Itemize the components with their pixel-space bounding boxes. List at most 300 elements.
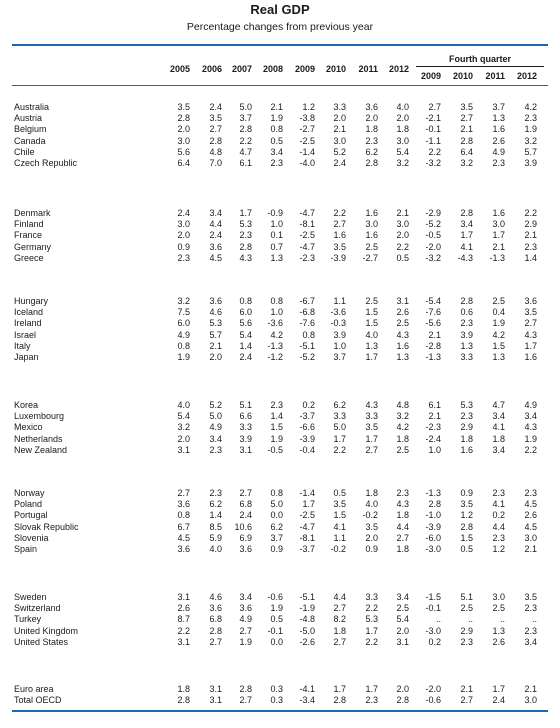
value-cell: 2.3 (365, 695, 378, 706)
value-cell: 3.0 (524, 695, 537, 706)
value-cell: 2.1 (270, 102, 283, 112)
value-cell: 3.7 (333, 352, 346, 362)
value-cell: 1.6 (365, 208, 378, 218)
value-cell: -2.7 (362, 252, 378, 263)
value-cell: 1.8 (365, 488, 378, 498)
value-cell: 3.4 (209, 208, 222, 218)
value-cell: 6.8 (239, 499, 252, 510)
country-name: Luxembourg (14, 411, 65, 422)
value-cell: -2.9 (425, 208, 441, 218)
value-cell: -5.1 (299, 592, 315, 602)
table-row (0, 400, 560, 411)
value-cell: -1.4 (299, 488, 315, 498)
value-cell: 1.7 (302, 499, 315, 510)
country-name: Germany (14, 241, 52, 252)
value-cell: -0.4 (299, 444, 315, 455)
value-cell: 3.1 (209, 695, 222, 706)
value-cell: 4.6 (209, 307, 222, 318)
value-cell: 1.0 (428, 444, 441, 455)
value-cell: -3.6 (330, 307, 346, 318)
value-cell: 1.0 (270, 219, 283, 230)
value-cell: 1.9 (270, 603, 283, 614)
value-cell: 4.3 (396, 499, 409, 510)
value-cell: 2.7 (333, 603, 346, 614)
value-cell: -1.3 (425, 488, 441, 498)
value-cell: 1.0 (333, 340, 346, 351)
value-cell: 5.4 (239, 329, 252, 340)
value-cell: 0.8 (302, 329, 315, 340)
table-row (0, 158, 560, 169)
value-cell: -4.8 (299, 614, 315, 625)
value-cell: 2.7 (396, 532, 409, 543)
value-cell: 1.2 (302, 102, 315, 112)
value-cell: 3.0 (492, 219, 505, 230)
value-cell: 2.3 (492, 488, 505, 498)
value-cell: -7.6 (299, 318, 315, 329)
value-cell: -2.4 (425, 433, 441, 444)
value-cell: 2.8 (333, 695, 346, 706)
annual-year-header: 2008 (262, 64, 283, 74)
value-cell: 3.4 (524, 636, 537, 647)
value-cell: 2.3 (524, 625, 537, 636)
table-row (0, 102, 560, 113)
value-cell: -2.5 (299, 230, 315, 241)
value-cell: 5.9 (209, 532, 222, 543)
value-cell: 1.5 (492, 340, 505, 351)
value-cell: 3.6 (365, 102, 378, 112)
value-cell: 1.6 (492, 208, 505, 218)
value-cell: -4.3 (457, 252, 473, 263)
value-cell: 1.5 (365, 318, 378, 329)
value-cell: 5.1 (239, 400, 252, 410)
value-cell: 5.4 (177, 411, 190, 422)
value-cell: 2.2 (365, 603, 378, 614)
country-name: Portugal (14, 510, 48, 521)
value-cell: 3.1 (177, 636, 190, 647)
value-cell: 0.7 (270, 241, 283, 252)
value-cell: -4.0 (299, 158, 315, 168)
table-row (0, 626, 560, 637)
country-name: Greece (14, 252, 44, 263)
value-cell: -3.8 (299, 113, 315, 124)
value-cell: 2.6 (492, 636, 505, 647)
value-cell: .. (435, 614, 441, 625)
table-row (0, 488, 560, 499)
value-cell: 5.4 (396, 614, 409, 625)
value-cell: -2.6 (299, 636, 315, 647)
value-cell: 6.4 (177, 158, 190, 168)
value-cell: 2.8 (460, 135, 473, 146)
value-cell: 2.7 (239, 488, 252, 498)
value-cell: 2.0 (333, 113, 346, 124)
value-cell: 2.7 (239, 695, 252, 706)
value-cell: 4.1 (460, 241, 473, 252)
value-cell: 0.8 (177, 510, 190, 521)
value-cell: 0.5 (270, 135, 283, 146)
country-name: Belgium (14, 124, 47, 135)
table-row (0, 544, 560, 555)
table-row (0, 307, 560, 318)
table-title: Real GDP (250, 2, 310, 17)
value-cell: 3.6 (177, 499, 190, 510)
value-cell: -0.6 (267, 592, 283, 602)
table-row (0, 522, 560, 533)
value-cell: 5.0 (270, 499, 283, 510)
country-name: Australia (14, 102, 50, 112)
value-cell: 2.4 (492, 695, 505, 706)
value-cell: 3.6 (209, 603, 222, 614)
table-row (0, 124, 560, 135)
value-cell: 3.7 (239, 113, 252, 124)
value-cell: 0.5 (460, 544, 473, 554)
value-cell: 2.1 (492, 241, 505, 252)
value-cell: 2.8 (460, 208, 473, 218)
value-cell: 1.9 (524, 433, 537, 444)
value-cell: -2.0 (425, 684, 441, 694)
value-cell: -0.1 (267, 625, 283, 636)
value-cell: 0.2 (492, 510, 505, 521)
country-name: Japan (14, 352, 39, 362)
value-cell: 2.5 (396, 444, 409, 455)
annual-year-header: 2011 (358, 64, 378, 74)
value-cell: 3.5 (333, 499, 346, 510)
value-cell: 2.0 (177, 124, 190, 135)
value-cell: 2.8 (239, 684, 252, 694)
value-cell: 4.9 (239, 614, 252, 625)
value-cell: 3.6 (177, 544, 190, 554)
table-row (0, 411, 560, 422)
value-cell: 4.2 (396, 422, 409, 433)
value-cell: 1.7 (492, 230, 505, 241)
value-cell: 4.2 (524, 102, 537, 112)
country-name: Total OECD (14, 695, 62, 706)
value-cell: -1.2 (267, 352, 283, 362)
quarter-year-header: 2011 (485, 71, 505, 81)
value-cell: 1.7 (460, 230, 473, 241)
value-cell: 3.6 (524, 296, 537, 306)
value-cell: 2.4 (209, 102, 222, 112)
value-cell: 3.6 (239, 544, 252, 554)
value-cell: 1.6 (365, 230, 378, 241)
value-cell: 3.2 (396, 411, 409, 422)
value-cell: 4.8 (209, 146, 222, 157)
value-cell: 1.8 (177, 684, 190, 694)
value-cell: 3.9 (239, 433, 252, 444)
value-cell: 1.7 (333, 433, 346, 444)
value-cell: -0.3 (330, 318, 346, 329)
value-cell: 2.3 (209, 444, 222, 455)
table-row (0, 445, 560, 456)
value-cell: 0.8 (177, 340, 190, 351)
value-cell: 0.6 (460, 307, 473, 318)
top-rule (12, 44, 548, 46)
value-cell: 0.5 (333, 488, 346, 498)
value-cell: 3.4 (492, 411, 505, 422)
value-cell: -5.2 (299, 352, 315, 362)
value-cell: 2.3 (270, 400, 283, 410)
value-cell: 4.7 (239, 146, 252, 157)
value-cell: -3.2 (425, 158, 441, 168)
table-row (0, 136, 560, 147)
value-cell: -2.5 (299, 135, 315, 146)
value-cell: 2.3 (524, 241, 537, 252)
value-cell: 2.8 (239, 241, 252, 252)
value-cell: 3.3 (333, 102, 346, 112)
value-cell: 3.4 (396, 592, 409, 602)
table-row (0, 499, 560, 510)
value-cell: 2.7 (209, 124, 222, 135)
value-cell: 2.2 (428, 146, 441, 157)
value-cell: 3.2 (460, 158, 473, 168)
annual-year-header: 2010 (325, 64, 346, 74)
value-cell: 5.2 (333, 146, 346, 157)
value-cell: 5.4 (396, 146, 409, 157)
value-cell: 4.4 (333, 592, 346, 602)
value-cell: 0.9 (460, 488, 473, 498)
value-cell: 2.3 (524, 603, 537, 614)
value-cell: 6.2 (209, 499, 222, 510)
country-name: United Kingdom (14, 625, 79, 636)
value-cell: 4.6 (209, 592, 222, 602)
value-cell: 2.2 (333, 208, 346, 218)
value-cell: 4.1 (492, 499, 505, 510)
value-cell: 2.3 (524, 488, 537, 498)
value-cell: 6.2 (365, 146, 378, 157)
value-cell: 3.5 (365, 422, 378, 433)
value-cell: 3.0 (177, 135, 190, 146)
value-cell: 3.7 (492, 102, 505, 112)
value-cell: -3.4 (299, 695, 315, 706)
value-cell: 1.7 (365, 433, 378, 444)
value-cell: 1.3 (492, 352, 505, 362)
country-name: Italy (14, 340, 31, 351)
value-cell: 2.6 (492, 135, 505, 146)
value-cell: 0.8 (270, 488, 283, 498)
value-cell: 3.5 (365, 521, 378, 532)
value-cell: 1.3 (270, 252, 283, 263)
country-name: Iceland (14, 307, 44, 318)
value-cell: 3.0 (365, 219, 378, 230)
value-cell: 1.3 (492, 113, 505, 124)
value-cell: 2.3 (524, 113, 537, 124)
value-cell: 4.3 (524, 329, 537, 340)
value-cell: 6.0 (239, 307, 252, 318)
value-cell: 3.5 (177, 102, 190, 112)
value-cell: 2.7 (209, 636, 222, 647)
value-cell: 2.1 (524, 684, 537, 694)
value-cell: 2.0 (365, 113, 378, 124)
value-cell: 3.5 (460, 499, 473, 510)
value-cell: 6.8 (209, 614, 222, 625)
value-cell: 8.5 (209, 521, 222, 532)
table-row (0, 208, 560, 219)
value-cell: 5.3 (209, 318, 222, 329)
value-cell: 2.7 (460, 695, 473, 706)
value-cell: 5.3 (460, 400, 473, 410)
value-cell: -4.7 (299, 521, 315, 532)
value-cell: 3.4 (270, 146, 283, 157)
country-name: Hungary (14, 296, 49, 306)
value-cell: 4.9 (177, 329, 190, 340)
value-cell: -0.5 (267, 444, 283, 455)
country-name: Poland (14, 499, 43, 510)
value-cell: 2.1 (396, 208, 409, 218)
value-cell: 0.5 (270, 614, 283, 625)
value-cell: -2.1 (425, 113, 441, 124)
value-cell: -5.4 (425, 296, 441, 306)
value-cell: 4.0 (365, 329, 378, 340)
value-cell: 3.0 (396, 219, 409, 230)
value-cell: 5.7 (524, 146, 537, 157)
table-row (0, 422, 560, 433)
value-cell: 1.4 (239, 340, 252, 351)
value-cell: 2.8 (460, 296, 473, 306)
value-cell: 6.7 (177, 521, 190, 532)
value-cell: 6.1 (239, 158, 252, 168)
bottom-rule (12, 710, 548, 712)
value-cell: -1.3 (425, 352, 441, 362)
value-cell: 3.4 (524, 411, 537, 422)
value-cell: -0.5 (425, 230, 441, 241)
value-cell: 4.1 (492, 422, 505, 433)
value-cell: 3.3 (333, 411, 346, 422)
annual-year-header: 2009 (294, 64, 315, 74)
value-cell: 2.9 (460, 422, 473, 433)
value-cell: 1.5 (365, 307, 378, 318)
value-cell: 1.8 (492, 433, 505, 444)
value-cell: 4.0 (209, 544, 222, 554)
value-cell: 7.0 (209, 158, 222, 168)
value-cell: 3.4 (239, 592, 252, 602)
value-cell: 2.7 (177, 488, 190, 498)
country-name: Ireland (14, 318, 42, 329)
value-cell: 4.9 (209, 422, 222, 433)
value-cell: 1.9 (239, 636, 252, 647)
annual-year-header: 2005 (169, 64, 190, 74)
value-cell: 2.2 (396, 241, 409, 252)
value-cell: 6.6 (239, 411, 252, 422)
value-cell: -3.9 (425, 521, 441, 532)
value-cell: -0.2 (362, 510, 378, 521)
value-cell: -4.7 (299, 208, 315, 218)
value-cell: 5.0 (209, 411, 222, 422)
value-cell: -3.2 (425, 252, 441, 263)
value-cell: 4.4 (209, 219, 222, 230)
value-cell: 1.9 (524, 124, 537, 135)
value-cell: 2.6 (524, 510, 537, 521)
country-name: New Zealand (14, 444, 68, 455)
value-cell: -1.0 (425, 510, 441, 521)
value-cell: 4.3 (396, 329, 409, 340)
value-cell: 6.2 (270, 521, 283, 532)
country-name: Korea (14, 400, 39, 410)
value-cell: 5.3 (365, 614, 378, 625)
value-cell: 4.8 (396, 400, 409, 410)
value-cell: 3.1 (239, 444, 252, 455)
value-cell: 6.0 (177, 318, 190, 329)
value-cell: 1.4 (270, 411, 283, 422)
value-cell: 2.3 (460, 411, 473, 422)
value-cell: .. (467, 614, 473, 625)
value-cell: 2.3 (365, 135, 378, 146)
value-cell: 2.7 (239, 625, 252, 636)
value-cell: 2.4 (333, 158, 346, 168)
value-cell: 1.7 (365, 352, 378, 362)
country-name: Canada (14, 135, 46, 146)
value-cell: 2.2 (177, 625, 190, 636)
value-cell: 10.6 (234, 521, 252, 532)
value-cell: 3.9 (524, 158, 537, 168)
value-cell: 1.8 (333, 625, 346, 636)
value-cell: 5.0 (239, 102, 252, 112)
value-cell: 1.3 (460, 340, 473, 351)
value-cell: 3.9 (333, 329, 346, 340)
value-cell: -3.9 (330, 252, 346, 263)
country-name: Sweden (14, 592, 47, 602)
table-row (0, 113, 560, 124)
value-cell: 7.5 (177, 307, 190, 318)
table-row (0, 352, 560, 363)
value-cell: -5.1 (299, 340, 315, 351)
value-cell: 1.1 (333, 532, 346, 543)
annual-year-header: 2006 (201, 64, 222, 74)
annual-year-header: 2012 (388, 64, 409, 74)
value-cell: 8.7 (177, 614, 190, 625)
value-cell: 0.0 (270, 510, 283, 521)
value-cell: 1.7 (365, 684, 378, 694)
value-cell: 0.5 (396, 252, 409, 263)
value-cell: 2.8 (177, 695, 190, 706)
table-row (0, 147, 560, 158)
value-cell: 2.1 (333, 124, 346, 135)
value-cell: 4.0 (365, 499, 378, 510)
value-cell: 0.3 (270, 695, 283, 706)
table-row (0, 592, 560, 603)
table-row (0, 510, 560, 521)
value-cell: -6.0 (425, 532, 441, 543)
value-cell: -1.4 (299, 146, 315, 157)
value-cell: 0.1 (270, 230, 283, 241)
value-cell: 4.0 (177, 400, 190, 410)
value-cell: 1.4 (209, 510, 222, 521)
value-cell: 0.9 (365, 544, 378, 554)
value-cell: 1.2 (460, 510, 473, 521)
value-cell: 2.8 (209, 135, 222, 146)
country-name: Switzerland (14, 603, 61, 614)
country-name: Netherlands (14, 433, 63, 444)
value-cell: 4.7 (492, 400, 505, 410)
value-cell: 6.1 (428, 400, 441, 410)
value-cell: 5.6 (177, 146, 190, 157)
value-cell: -2.0 (425, 241, 441, 252)
value-cell: 2.6 (177, 603, 190, 614)
value-cell: 3.1 (177, 444, 190, 455)
value-cell: 2.7 (524, 318, 537, 329)
value-cell: -4.7 (299, 241, 315, 252)
value-cell: 3.1 (396, 636, 409, 647)
value-cell: -0.1 (425, 603, 441, 614)
value-cell: 2.2 (365, 636, 378, 647)
value-cell: 2.5 (365, 296, 378, 306)
value-cell: 0.8 (239, 296, 252, 306)
value-cell: 2.4 (177, 208, 190, 218)
value-cell: 0.8 (270, 124, 283, 135)
value-cell: 4.2 (492, 329, 505, 340)
value-cell: -1.5 (425, 592, 441, 602)
table-row (0, 695, 560, 706)
value-cell: 1.3 (492, 625, 505, 636)
value-cell: 3.0 (333, 135, 346, 146)
